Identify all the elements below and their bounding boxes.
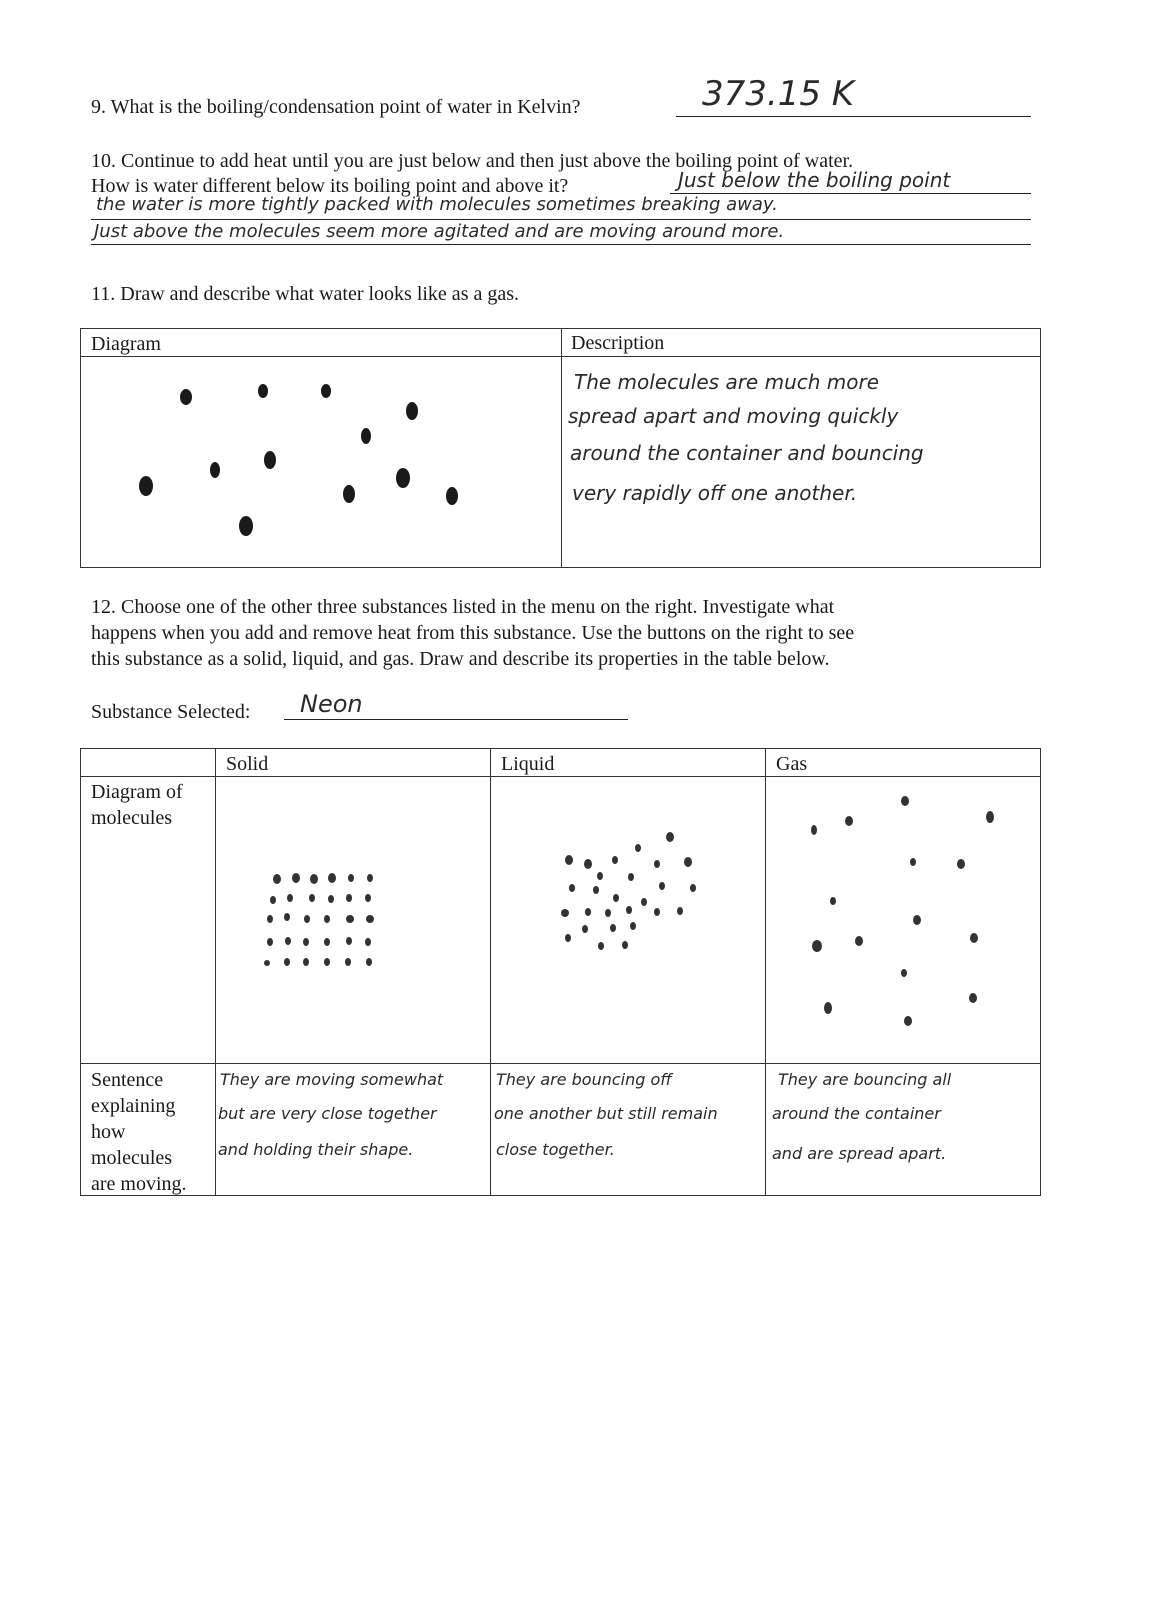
- row-diagram-label-1: Diagram of: [91, 781, 183, 803]
- q11-header-diagram: Diagram: [91, 333, 161, 355]
- liquid-sentence-3: close together.: [496, 1140, 615, 1159]
- q12-header-liquid: Liquid: [501, 753, 555, 775]
- q12-line2: happens when you add and remove heat from this substance. Use the buttons on the right to see: [91, 622, 855, 644]
- solid-sentence-2: but are very close together: [218, 1104, 437, 1123]
- substance-answer-line: [284, 719, 628, 720]
- liquid-diagram: [490, 776, 765, 1063]
- row-sentence-label-2: explaining: [91, 1095, 176, 1117]
- q11-desc-4: very rapidly off one another.: [572, 481, 858, 505]
- q12-corner-divider: [80, 776, 215, 777]
- substance-label: Substance Selected:: [91, 701, 251, 723]
- q10-line1: 10. Continue to add heat until you are just below and then just above the boiling point of water.: [91, 150, 854, 172]
- row-sentence-label-5: are moving.: [91, 1173, 187, 1195]
- solid-sentence-1: They are moving somewhat: [220, 1070, 444, 1089]
- q11-question: 11. Draw and describe what water looks like as a gas.: [91, 283, 520, 305]
- gas-sentence-3: and are spread apart.: [772, 1144, 947, 1163]
- liquid-sentence-1: They are bouncing off: [496, 1070, 672, 1089]
- q9-question: 9. What is the boiling/condensation point of water in Kelvin?: [91, 96, 581, 118]
- q12-header-solid: Solid: [226, 753, 269, 775]
- q10-answer-2: the water is more tightly packed with molecules sometimes breaking away.: [96, 194, 778, 215]
- q11-gas-diagram: [80, 356, 560, 566]
- q10-line2: How is water different below its boiling point and above it?: [91, 175, 569, 197]
- q9-answer: 373.15 K: [702, 74, 855, 114]
- q11-desc-2: spread apart and moving quickly: [568, 404, 899, 428]
- substance-value: Neon: [300, 690, 363, 718]
- row-sentence-label-1: Sentence: [91, 1069, 164, 1091]
- gas-sentence-2: around the container: [772, 1104, 941, 1123]
- q12-line3: this substance as a solid, liquid, and gas. Draw and describe its properties in the table below.: [91, 648, 830, 670]
- row-sentence-label-3: how: [91, 1121, 126, 1143]
- q10-answer-3: Just above the molecules seem more agitated and are moving around more.: [94, 221, 785, 242]
- row-sentence-label-4: molecules: [91, 1147, 173, 1169]
- q11-column-divider: [561, 328, 562, 568]
- liquid-sentence-2: one another but still remain: [494, 1104, 718, 1123]
- solid-diagram: [215, 776, 490, 1063]
- q12-line1: 12. Choose one of the other three substances listed in the menu on the right. Investigate what: [91, 596, 835, 618]
- q10-answer-line-2: [91, 219, 1031, 220]
- q12-header-gas: Gas: [776, 753, 808, 775]
- gas-diagram: [765, 776, 1041, 1063]
- q12-row-divider: [80, 1063, 1041, 1064]
- q11-desc-1: The molecules are much more: [574, 370, 880, 394]
- row-diagram-label-2: molecules: [91, 807, 173, 829]
- q10-answer-line-3: [91, 244, 1031, 245]
- q9-answer-line: [676, 116, 1031, 117]
- q11-header-description: Description: [571, 332, 665, 354]
- q10-answer-1: Just below the boiling point: [678, 168, 951, 192]
- q11-desc-3: around the container and bouncing: [570, 441, 924, 465]
- solid-sentence-3: and holding their shape.: [218, 1140, 414, 1159]
- gas-sentence-1: They are bouncing all: [778, 1070, 952, 1089]
